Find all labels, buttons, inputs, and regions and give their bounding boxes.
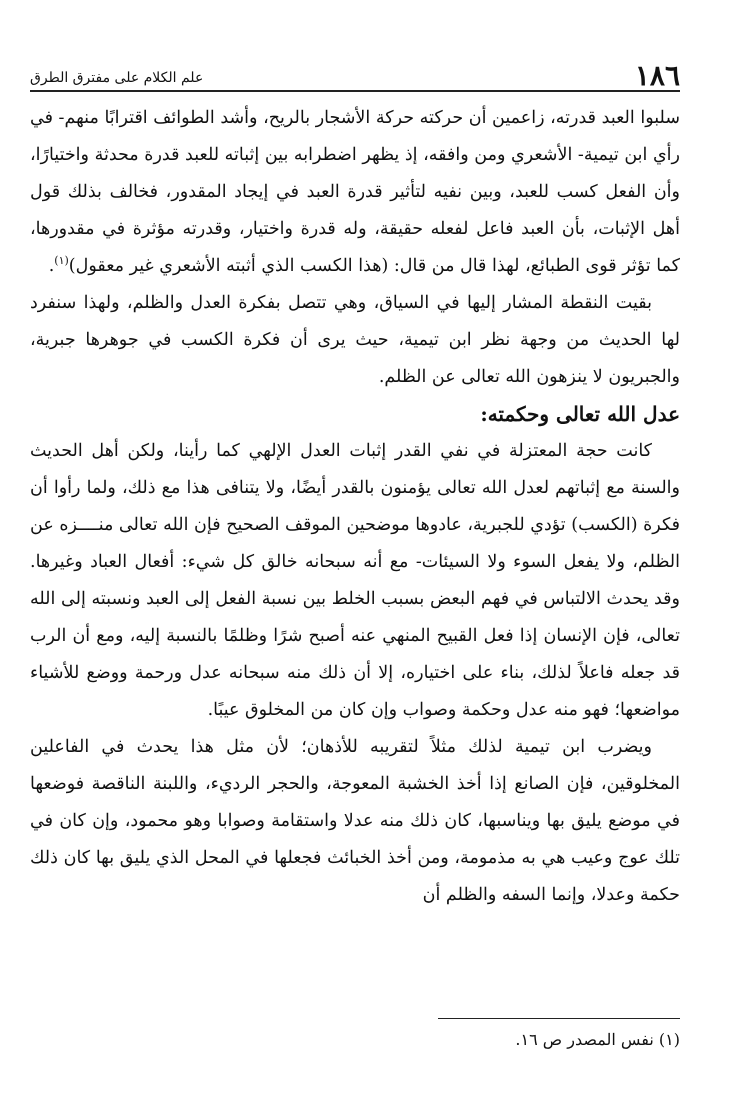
paragraph: كانت حجة المعتزلة في نفي القدر إثبات العدل الإلهي كما رأينا، ولكن أهل الحديث والسنة مع إثباتهم لعدل الله تعالى يؤمنون بالقدر أيضًا، ولا يتنافى هذا مع ذلك، ولما رأوا أن فكرة (الكسب) تؤدي للجبرية، عادوها موضحين الموقف الصحيح فإن الله تعالى منــــزه عن الظلم، ولا يفعل السوء ولا السيئات- مع أنه سبحانه خالق كل شيء: أفعال العباد وغيرها. وقد يحدث الالتباس في فهم البعض بسبب الخلط بين نسبة الفعل إلى العبد ونسبته إلى الله تعالى، فإن الإنسان إذا فعل القبيح المنهي عنه أصبح شرًا وظلمًا بالنسبة إليه، ومع أن الرب قد جعله فاعلاً لذلك، بناء على اختياره، إلا أن ذلك منه سبحانه عدل ورحمة ووضع للأشياء مواضعها؛ فهو منه عدل وحكمة وصواب وإن كان من المخلوق عيبًا. [30,441,680,720]
paragraph: بقيت النقطة المشار إليها في السياق، وهي تتصل بفكرة العدل والظلم، ولهذا سنفرد لها الحديث من وجهة نظر ابن تيمية، حيث يرى أن فكرة الكسب في جوهرها جبرية، والجبريون لا ينزهون الله تعالى عن الظلم. [30,293,680,387]
footnote: (١) نفس المصدر ص ١٦. [515,1030,680,1049]
paragraph: ويضرب ابن تيمية لذلك مثلاً لتقريبه للأذهان؛ لأن مثل هذا يحدث في الفاعلين المخلوقين، فإن الصانع إذا أخذ الخشبة المعوجة، والحجر الرديء، واللبنة الناقصة فوضعها في موضع يليق بها ويناسبها، كان ذلك منه عدلا واستقامة وصوابا وهو محمود، وإن كان في تلك عوج وعيب هي به مذمومة، ومن أخذ الخبائث فجعلها في المحل الذي يليق بها كان ذلك حكمة وعدلا، وإنما السفه والظلم أن [30,737,680,905]
main-text [30,100,680,914]
footnote-reference: (١) [54,254,69,268]
page-number: ١٨٦ [634,59,680,92]
paragraph [30,100,680,285]
paragraph-text: سلبوا العبد قدرته، زاعمين أن حركته حركة الأشجار بالريح، وأشد الطوائف اقترابًا منهم- في رأي ابن تيمية- الأشعري ومن وافقه، إذ يظهر اضطرابه بين إثباته للعبد قدرة محدثة واختيارًا، وأن الفعل كسب للعبد، وبين نفيه لتأثير قدرة العبد في إيجاد المقدور، فخالف بذلك قول أهل الإثبات، بأن العبد فاعل لفعله حقيقة، وله قدرة واختيار، وقدرته مؤثرة في مقدورها، كما تؤثر قوى الطبائع، لهذا قال من قال: (هذا الكسب الذي أثبته الأشعري غير معقول) [30,108,680,276]
page-header [30,58,680,90]
running-title: علم الكلام على مفترق الطرق [30,70,204,86]
header-divider [30,90,680,92]
footnote-divider [438,1018,680,1019]
paragraph-end: . [48,256,55,276]
section-heading: عدل الله تعالى وحكمته: [480,402,680,426]
